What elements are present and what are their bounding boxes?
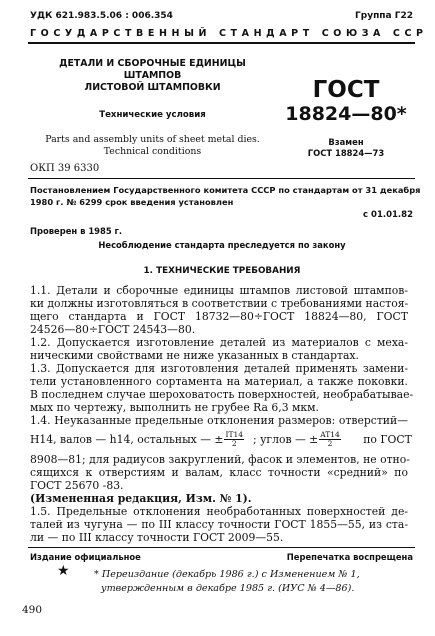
body-line: тели установленного сортамента на материал, а также поковки.	[30, 375, 408, 388]
gost-label: ГОСТ	[312, 77, 380, 103]
star-icon: ★	[57, 563, 70, 579]
effective-date: с 01.01.82	[363, 210, 413, 220]
page-number: 490	[22, 604, 43, 616]
footer-rule	[28, 547, 415, 548]
fraction-numerator: AT14	[320, 429, 340, 439]
legal-warning: Несоблюдение стандарта преследуется по закону	[98, 240, 346, 250]
fraction-at14	[319, 431, 341, 448]
revision-note: (Измененная редакция, Изм. № 1).	[30, 492, 252, 505]
body-line: 8908—81; для радиусов закруглений, фасок и элементов, не отно-	[30, 453, 410, 466]
body-line: ническими свойствами не ниже указанных в стандартах.	[30, 349, 359, 362]
fraction-denominator: 2	[327, 438, 333, 448]
body-line: ГОСТ 25670 -83.	[30, 479, 124, 492]
body-line: мых по чертежу, выполнить не грубее Ra 6,3 мкм.	[30, 401, 319, 414]
body-line: талей из чугуна — по III классу точности ГОСТ 1855—55, из ста-	[30, 518, 408, 531]
udk-code: УДК 621.983.5.06 : 006.354	[30, 11, 173, 21]
body-line: 1.4. Неуказанные предельные отклонения размеров: отверстий—	[30, 414, 408, 427]
header-rule	[28, 42, 415, 44]
fraction-numerator: IT14	[225, 429, 243, 439]
body-line: В последнем случае шероховатость поверхностей, необрабатывае-	[30, 388, 414, 401]
body-line: щего стандарта и ГОСТ 18732—80÷ГОСТ 18824—80, ГОСТ	[30, 310, 408, 323]
group-code: Группа Г22	[355, 11, 413, 21]
tolerance-text: по ГОСТ	[359, 432, 412, 446]
reissue-note-line-2: утвержденным в декабре 1985 г. (ИУС № 4—86).	[101, 583, 355, 594]
body-line: ли — по III классу точности ГОСТ 2009—55.	[30, 531, 284, 544]
body-line: 1.1. Детали и сборочные единицы штампов листовой штампов-	[30, 284, 408, 297]
tolerance-text: H14, валов — h14, остальных — ±	[30, 432, 224, 446]
checked-year: Проверен в 1985 г.	[30, 226, 123, 236]
standard-heading: ГОСУДАРСТВЕННЫЙ СТАНДАРТ СОЮЗА ССР	[30, 28, 428, 39]
body-line: ки должны изготовляться в соответствии с требованиями настоя-	[30, 297, 409, 310]
body-line: 1.2. Допускается изготовление деталей из материалов с меха-	[30, 336, 408, 349]
tolerance-text: ; углов — ±	[253, 432, 319, 446]
fraction-it14	[224, 431, 244, 448]
subtitle-ru: Технические условия	[99, 110, 206, 120]
tolerance-formula-line	[30, 429, 412, 449]
title-rule	[28, 178, 415, 179]
gost-number: 18824—80*	[285, 103, 407, 125]
section-heading: 1. ТЕХНИЧЕСКИЕ ТРЕБОВАНИЯ	[143, 266, 301, 276]
replaces-label: Взамен	[328, 137, 364, 147]
okp-code: ОКП 39 6330	[30, 163, 100, 174]
fraction-denominator: 2	[231, 438, 237, 448]
title-en: Parts and assembly units of sheet metal dies. Technical conditions	[45, 134, 260, 157]
body-line: 1.3. Допускается для изготовления деталей применять замени-	[30, 362, 408, 375]
decree-line-1: Постановлением Государственного комитета СССР по стандартам от 31 декабря	[30, 185, 421, 195]
no-reprint: Перепечатка воспрещена	[286, 552, 413, 562]
body-line: 1.5. Предельные отклонения необработанных поверхностей де-	[30, 505, 408, 518]
body-line: сящихся к отверстиям и валам, класс точности «средний» по	[30, 466, 408, 479]
reissue-note-line-1: * Переиздание (декабрь 1986 г.) с Изменением № 1,	[94, 569, 360, 580]
body-line: 24526—80÷ГОСТ 24543—80.	[30, 323, 196, 336]
decree-line-2: 1980 г. № 6299 срок введения установлен	[30, 197, 234, 207]
official-edition: Издание официальное	[30, 552, 141, 562]
replaces-value: ГОСТ 18824—73	[307, 148, 385, 158]
title-ru: ДЕТАЛИ И СБОРОЧНЫЕ ЕДИНИЦЫ ШТАМПОВ ЛИСТОВОЙ ШТАМПОВКИ	[59, 58, 246, 93]
